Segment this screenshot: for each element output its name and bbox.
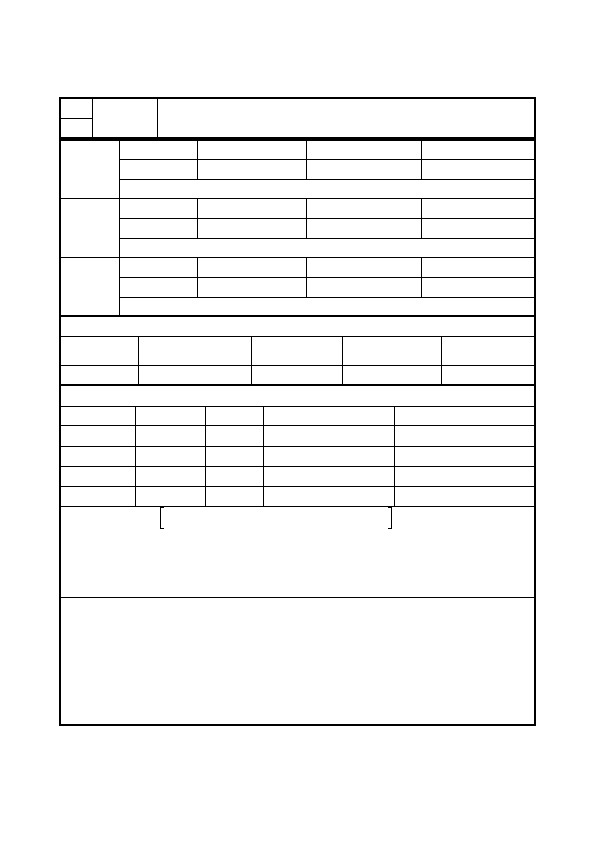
section2-total-label xyxy=(60,487,136,507)
section2-cell xyxy=(395,447,535,467)
section1-cell xyxy=(442,366,535,385)
section2-cell xyxy=(60,426,136,447)
section2-cell xyxy=(395,467,535,487)
section2-cell xyxy=(206,467,264,487)
section2-cell xyxy=(395,487,535,507)
header-frame xyxy=(59,97,536,139)
section2-cell xyxy=(264,447,395,467)
section2-header-cell xyxy=(60,407,136,426)
section2-cell xyxy=(264,467,395,487)
section1-header-cell xyxy=(252,337,343,366)
section2-cell xyxy=(60,447,136,467)
section2-cell xyxy=(136,426,206,447)
section2-header-cell xyxy=(395,407,535,426)
section2-cell xyxy=(206,447,264,467)
section1-cell xyxy=(139,366,252,385)
section2-cell xyxy=(136,447,206,467)
section1-header-cell xyxy=(343,337,442,366)
section1-cell xyxy=(343,366,442,385)
section2-cell xyxy=(264,426,395,447)
section1-header-cell xyxy=(442,337,535,366)
section2-cell xyxy=(206,487,264,507)
section2-header-cell xyxy=(206,407,264,426)
section2-cell xyxy=(136,487,206,507)
section2-cell xyxy=(395,426,535,447)
section1-cell xyxy=(252,366,343,385)
section2-cell xyxy=(136,467,206,487)
section2-header-cell xyxy=(136,407,206,426)
section1-header-cell xyxy=(60,337,139,366)
section2-cell xyxy=(264,487,395,507)
section1-header-cell xyxy=(139,337,252,366)
section2-cell xyxy=(60,467,136,487)
section2-header-cell xyxy=(264,407,395,426)
section1-cell xyxy=(60,366,139,385)
section2-cell xyxy=(206,426,264,447)
